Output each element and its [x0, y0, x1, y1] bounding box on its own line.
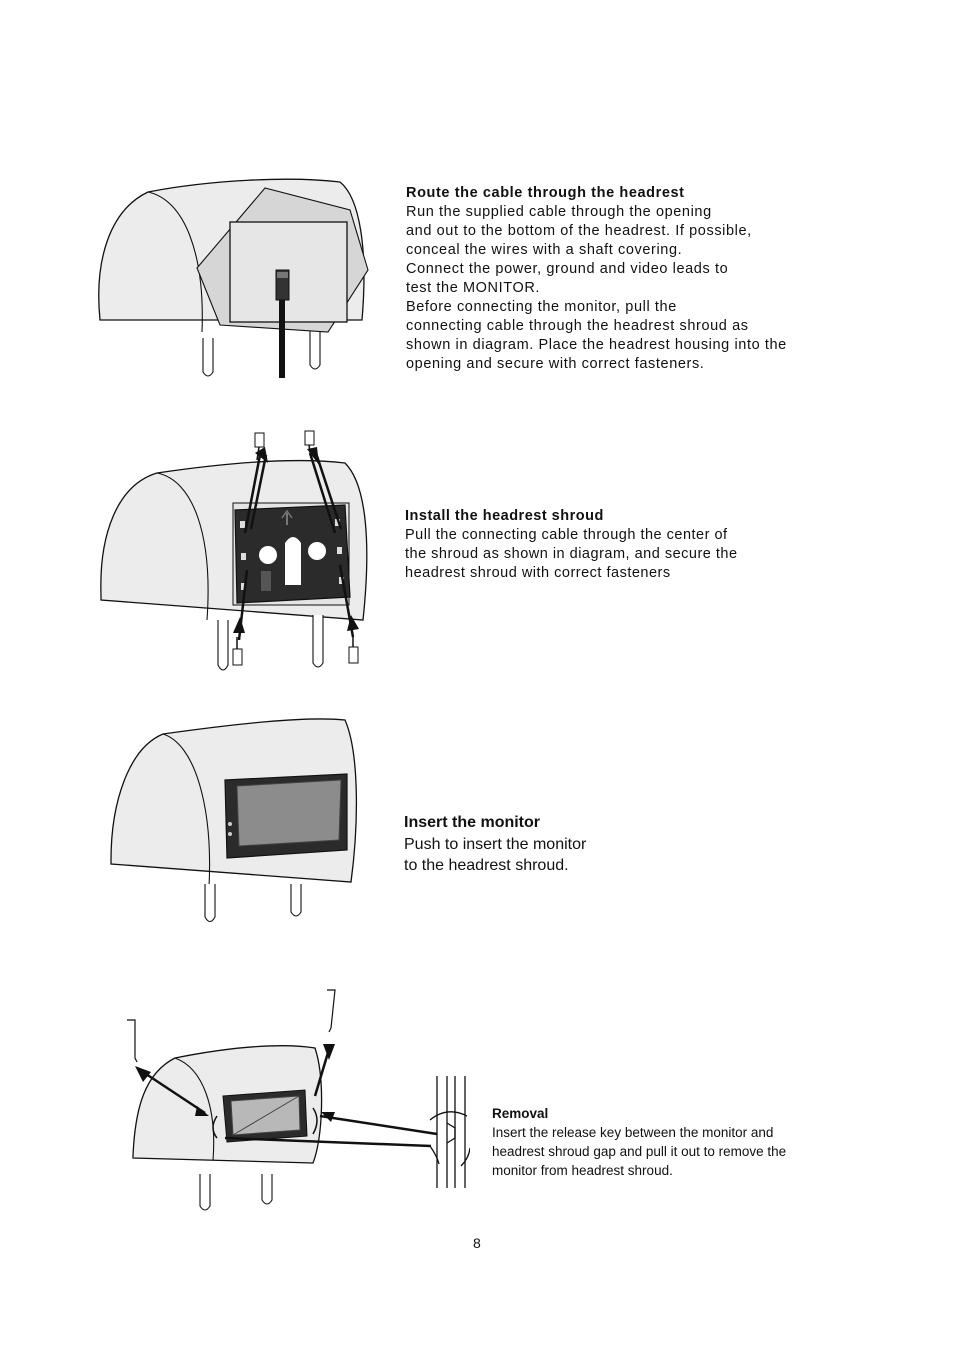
section-title: Removal — [492, 1106, 549, 1121]
body-line: opening and secure with correct fasteners. — [406, 356, 705, 372]
section-route-cable — [406, 184, 787, 374]
figure-insert-monitor — [105, 712, 365, 932]
body-line: headrest shroud gap and pull it out to remove the — [492, 1144, 787, 1159]
body-line: shown in diagram. Place the headrest housing into the — [406, 337, 787, 353]
section-removal — [492, 1104, 786, 1180]
gap-detail — [430, 1076, 470, 1188]
body-line: Pull the connecting cable through the center of — [405, 527, 728, 543]
figure-removal — [125, 988, 470, 1218]
headrest-post-right — [310, 330, 320, 369]
body-line: Insert the release key between the monitor and — [492, 1125, 774, 1140]
screw-bottom-right — [349, 635, 358, 663]
headrest-post-left — [203, 338, 213, 376]
section-title: Install the headrest shroud — [405, 508, 604, 524]
body-line: headrest shroud with correct fasteners — [405, 565, 671, 581]
body-line: to the headrest shroud. — [404, 857, 569, 874]
figure-install-shroud — [95, 425, 380, 680]
body-line: connecting cable through the headrest shroud as — [406, 318, 749, 334]
body-line: Before connecting the monitor, pull the — [406, 299, 677, 315]
section-insert-monitor — [404, 812, 586, 877]
monitor-screen — [237, 780, 341, 846]
screw-bottom-left — [233, 637, 242, 665]
section-title: Insert the monitor — [404, 814, 541, 831]
body-line: and out to the bottom of the headrest. If possible, — [406, 223, 752, 239]
figure-route-cable — [90, 170, 380, 385]
body-line: Connect the power, ground and video leads to — [406, 261, 729, 277]
body-line: conceal the wires with a shaft covering. — [406, 242, 683, 258]
section-install-shroud — [405, 507, 738, 583]
release-key-left — [127, 1020, 137, 1062]
section-title: Route the cable through the headrest — [406, 185, 685, 201]
release-key-right — [327, 990, 335, 1032]
body-line: Run the supplied cable through the opening — [406, 204, 712, 220]
body-line: Push to insert the monitor — [404, 835, 587, 853]
body-line: test the MONITOR. — [406, 280, 541, 296]
page-number: 8 — [473, 1235, 481, 1251]
body-line: the shroud as shown in diagram, and secure the — [405, 546, 738, 562]
body-line: monitor from headrest shroud. — [492, 1163, 673, 1178]
